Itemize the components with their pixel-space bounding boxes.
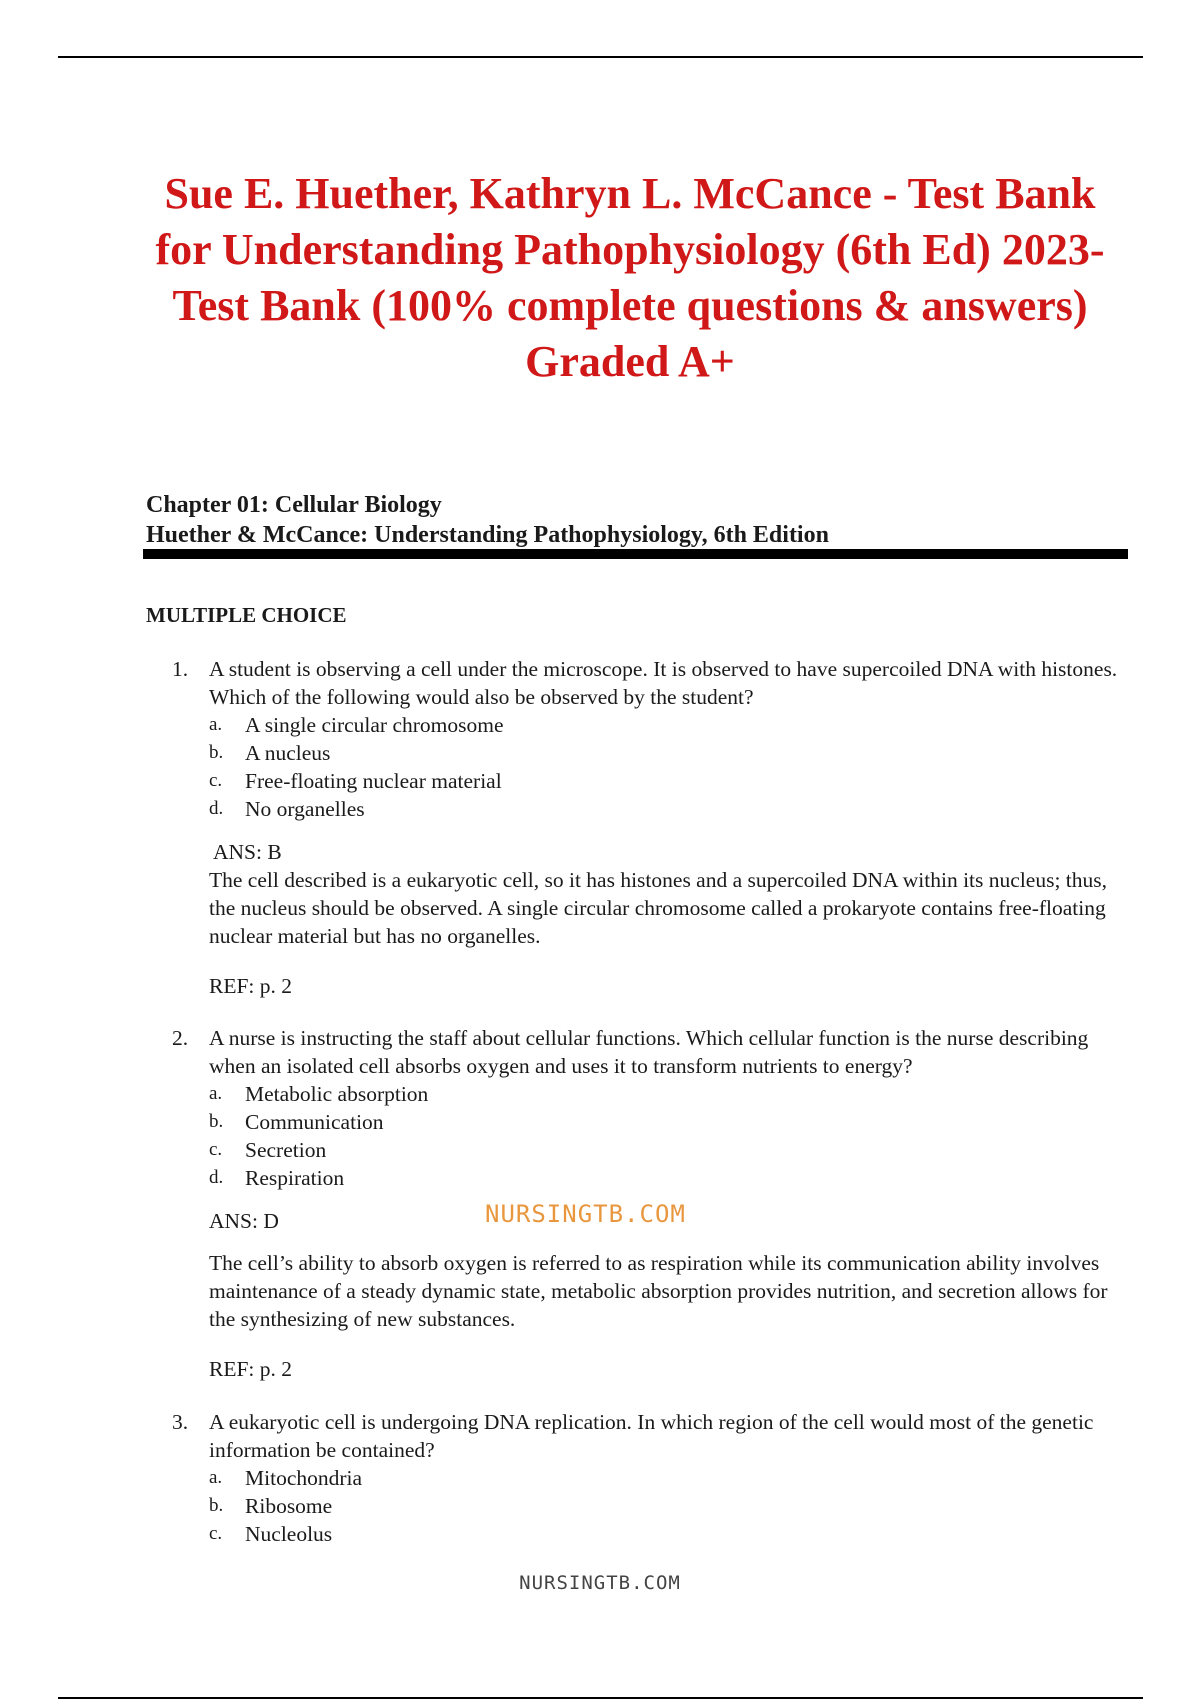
document-title: Sue E. Huether, Kathryn L. McCance - Test Bank for Understanding Pathophysiology (6th Ed) 2023-Test Bank (100% complete questions & answers) Graded A+ [155,169,1105,386]
book-reference: Huether & McCance: Understanding Pathophysiology, 6th Edition [146,522,829,548]
question-number: 3. [172,1410,189,1434]
option-a: a. Mitochondria [209,1466,363,1490]
page-reference: REF: p. 2 [209,974,293,998]
option-b: b. Ribosome [209,1494,333,1518]
question-number: 2. [172,1026,189,1050]
page-reference: REF: p. 2 [209,1357,293,1381]
question-1 [172,655,1132,823]
answer-key: ANS: B [213,840,282,864]
answer-key: ANS: D [209,1209,279,1233]
footer-watermark: NURSINGTB.COM [519,1572,681,1594]
header-divider [143,549,1128,559]
question-2 [172,1024,1132,1192]
option-c: c. Secretion [209,1138,327,1162]
option-list [209,1464,1132,1548]
answer-block-2 [209,1207,1134,1383]
chapter-header [146,490,829,550]
option-list [209,711,1132,823]
top-rule [58,56,1143,58]
chapter-title: Chapter 01: Cellular Biology [146,492,442,518]
section-heading: MULTIPLE CHOICE [146,603,347,627]
option-list [209,1080,1132,1192]
answer-rationale: The cell described is a eukaryotic cell, so it has histones and a supercoiled DNA within its nucleus; thus, the nucleus should be observed. A single circular chromosome called a prokaryote contains free-floating nuclear material but has no organelles. [209,868,1108,948]
option-b: b. Communication [209,1110,384,1134]
question-number: 1. [172,657,189,681]
option-c: c. Nucleolus [209,1522,333,1546]
question-3 [172,1408,1132,1548]
option-d: d. Respiration [209,1166,345,1190]
answer-rationale: The cell’s ability to absorb oxygen is referred to as respiration while its communication ability involves maintenance of a steady dynamic state, metabolic absorption provides nutrition, and secretion allows for the synthesizing of new substances. [209,1251,1108,1331]
answer-block-1 [209,838,1134,1000]
question-stem: A nurse is instructing the staff about cellular functions. Which cellular function is the nurse describing when an isolated cell absorbs oxygen and uses it to transform nutrients to energy? [209,1026,1089,1078]
option-a: a. A single circular chromosome [209,713,504,737]
option-c: c. Free-floating nuclear material [209,769,502,793]
option-d: d. No organelles [209,797,365,821]
bottom-rule [58,1697,1143,1699]
question-stem: A eukaryotic cell is undergoing DNA replication. In which region of the cell would most of the genetic information be contained? [209,1410,1094,1462]
question-stem: A student is observing a cell under the microscope. It is observed to have supercoiled DNA with histones. Which of the following would also be observed by the student? [209,657,1118,709]
option-a: a. Metabolic absorption [209,1082,429,1106]
watermark-logo: NURSINGTB.COM [485,1200,686,1228]
option-b: b. A nucleus [209,741,331,765]
